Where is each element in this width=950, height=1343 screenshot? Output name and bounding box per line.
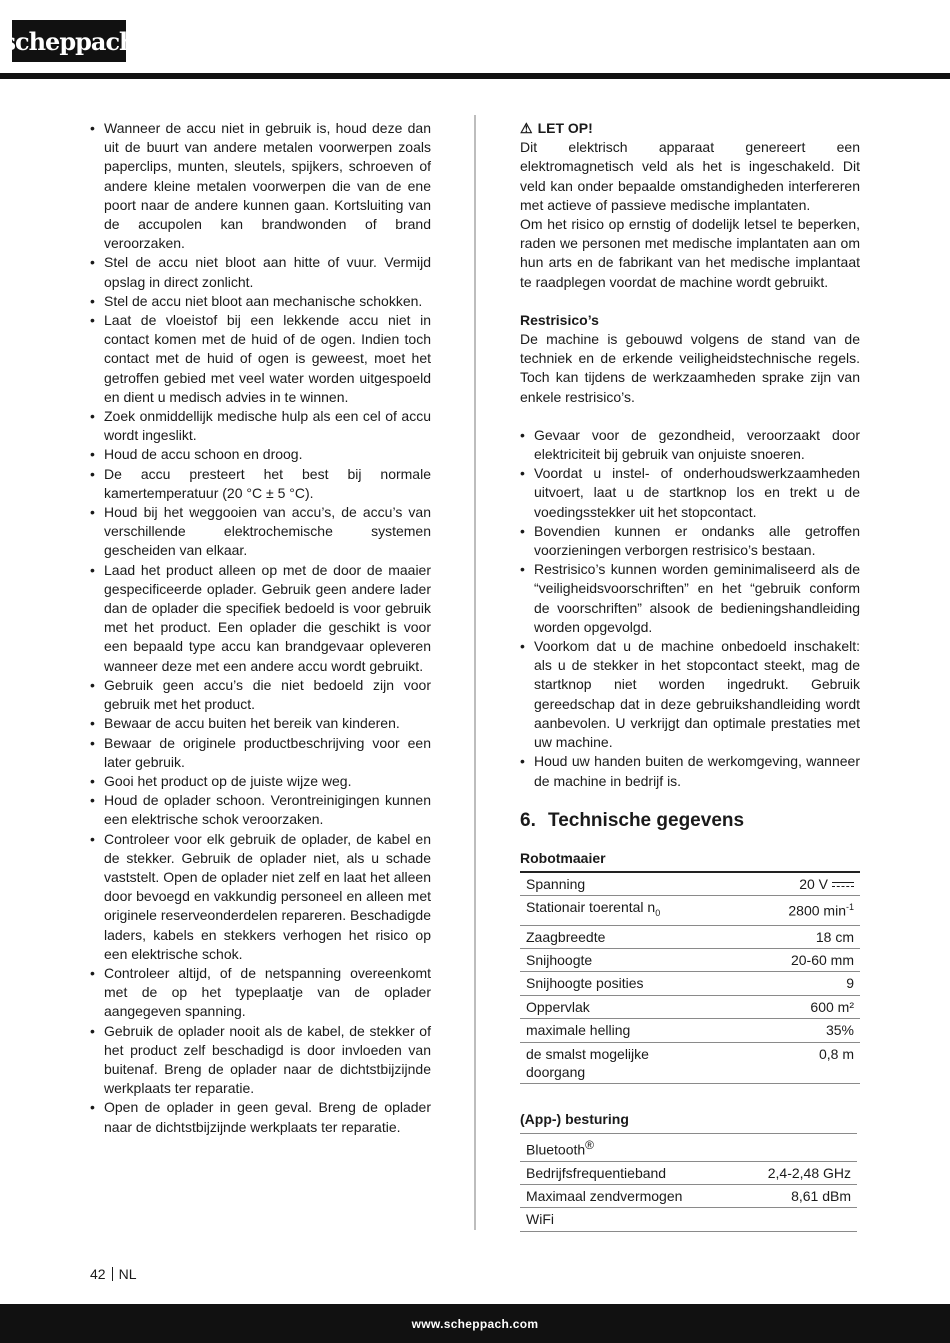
- table-row: [520, 1042, 860, 1084]
- safety-bullet-list: [90, 119, 431, 1137]
- spec-value: 2800 $\min^{-1}$: [788, 902, 854, 919]
- right-column: [520, 119, 860, 1232]
- spec-label: Snijhoogte posities: [526, 975, 644, 992]
- robot-table-title: Robotmaaier: [520, 849, 606, 866]
- residual-risks-heading: Restrisico’s: [520, 311, 599, 328]
- spec-label: Oppervlak: [526, 998, 590, 1015]
- residual-risks-list: [520, 426, 860, 791]
- list-item: • Zoek onmiddellijk medische hulp als een cel of accu wordt ingeslikt.: [90, 407, 431, 445]
- warning-triangle-icon: ⚠: [520, 120, 533, 137]
- spec-label: Bedrijfsfrequentieband: [526, 1164, 667, 1181]
- section-number: 6.: [520, 809, 536, 831]
- list-item: • Open de oplader in geen geval. Breng de oplader naar de dichtstbijzijnde werkplaats ter reparatie.: [90, 1098, 431, 1136]
- list-item: • Bewaar de originele productbeschrijving voor een later gebruik.: [90, 734, 431, 772]
- table-row: [520, 948, 860, 971]
- list-item: • Houd bij het weggooien van accu’s, de accu’s van verschillende elektrochemische systemen gescheiden van elkaar.: [90, 503, 431, 561]
- footer-url[interactable]: www.scheppach.com: [411, 1316, 539, 1331]
- list-item: • Controleer altijd, of de netspanning overeenkomt met de op het typeplaatje van de oplader aangegeven spanning.: [90, 964, 431, 1022]
- list-item: • Voordat u instel- of onderhoudswerkzaamheden uitvoert, laat u de startknop los en trekt u de voedingsstekker uit het stopcontact.: [520, 464, 860, 522]
- table-row: [520, 1019, 860, 1042]
- table-row: [520, 872, 860, 896]
- table-row: [520, 1161, 857, 1184]
- header-rule: [0, 73, 950, 79]
- spec-value: 9: [846, 975, 854, 992]
- warning-heading: [520, 119, 860, 138]
- spec-label: Snijhoogte: [526, 951, 593, 968]
- spec-value: 2,4-2,48 GHz: [767, 1164, 851, 1181]
- spec-value: 18 cm: [815, 928, 854, 945]
- warning-paragraph: Dit elektrisch apparaat genereert een elektromagnetisch veld als het is ingeschakeld. Dit veld kan onder bepaalde omstandigheden interfereren met actieve of passieve medische implantaten.: [520, 139, 860, 213]
- section-title: Technische gegevens: [548, 809, 745, 831]
- list-item: • Wanneer de accu niet in gebruik is, houd deze dan uit de buurt van andere metalen voorwerpen zoals paperclips, munten, sleutels, spijkers, schroeven of andere kleine metalen voorwerpen die van de ene poort naar de andere kunnen gaan. Kortsluiting van de accupolen kan brandwonden of brand veroorzaken.: [90, 119, 431, 253]
- spec-value: 600 m²: [810, 998, 854, 1015]
- spec-value: [735, 1133, 857, 1161]
- table-row: [520, 925, 860, 948]
- list-item: • Gooi het product op de juiste wijze weg.: [90, 772, 431, 791]
- left-column: [90, 119, 431, 1137]
- app-spec-table: [520, 1133, 857, 1232]
- spec-label: maximale helling: [526, 1022, 631, 1039]
- robot-spec-table: [520, 871, 860, 1084]
- list-item: • Houd de oplader schoon. Verontreinigingen kunnen een elektrische schok veroorzaken.: [90, 791, 431, 829]
- list-item: • Controleer voor elk gebruik de oplader, de kabel en de stekker. Gebruik de oplader niet, als u schade vaststelt. Open de oplader niet zelf en laat het alleen door bevoegd en vakkundig personeel en alleen met originele reserveonderdelen repareren. Beschadigde laders, kabels en stekkers verhogen het risico op een elektrische schok.: [90, 830, 431, 964]
- table-row: [520, 972, 860, 995]
- spec-label: WiFi: [526, 1211, 554, 1228]
- table-row: [520, 995, 860, 1018]
- table-row: [520, 1208, 857, 1231]
- spec-label: Bluetooth®: [526, 1137, 595, 1158]
- list-item: • De accu presteert het best bij normale kamertemperatuur (20 °C ± 5 °C).: [90, 465, 431, 503]
- list-item: • Bewaar de accu buiten het bereik van kinderen.: [90, 714, 431, 733]
- warning-paragraph: Om het risico op ernstig of dodelijk letsel te beperken, raden we personen met medische implantaten aan om hun arts en de fabrikant van het medische implantaat te raadplegen voordat de machine wordt gebruikt.: [520, 216, 860, 290]
- spec-label: de smalst mogelijke doorgang: [526, 1045, 649, 1080]
- table-row: [520, 1133, 857, 1161]
- list-item: • Stel de accu niet bloot aan mechanische schokken.: [90, 292, 431, 311]
- list-item: • Laad het product alleen op met de door de maaier gespecificeerde oplader. Gebruik geen andere lader dan de oplader die specifiek bedoeld is voor gebruik met het product. Een oplader die geschikt is voor een bepaald type accu kan brandgevaar opleveren wanneer deze met een andere accu wordt gebruikt.: [90, 561, 431, 676]
- direct-current-icon: [832, 881, 854, 889]
- spec-value: 35%: [825, 1022, 854, 1039]
- spec-label: Stationair toerental $n_0$: [526, 899, 661, 919]
- residual-risks-intro: De machine is gebouwd volgens de stand van de techniek en de erkende veiligheidstechnische regels. Toch kan tijdens de werkzaamheden sprake zijn van enkele restrisico’s.: [520, 331, 860, 405]
- spec-value: [735, 1208, 857, 1231]
- spec-value: 8,61 dBm: [791, 1188, 851, 1205]
- section-heading: [520, 809, 860, 833]
- footer-bar: [0, 1304, 950, 1343]
- page-number: 42 NL: [90, 1266, 137, 1282]
- list-item: • Houd uw handen buiten de werkomgeving, wanneer de machine in bedrijf is.: [520, 752, 860, 790]
- spec-label: Zaagbreedte: [526, 928, 606, 945]
- warning-title: LET OP!: [537, 120, 593, 136]
- table-row: [520, 896, 860, 925]
- table-row: [520, 1185, 857, 1208]
- list-item: • Bovendien kunnen er ondanks alle getroffen voorzieningen verborgen restrisico’s bestaan.: [520, 522, 860, 560]
- spec-value: 20-60 mm: [790, 951, 854, 968]
- app-table-title: (App-) besturing: [520, 1111, 629, 1128]
- scheppach-logo: scheppach: [12, 20, 126, 62]
- spec-label: Maximaal zendvermogen: [526, 1188, 683, 1205]
- list-item: • Gevaar voor de gezondheid, veroorzaakt door elektriciteit bij gebruik van onjuiste snoeren.: [520, 426, 860, 464]
- list-item: • Restrisico’s kunnen worden geminimaliseerd als de “veiligheidsvoorschriften” en het “gebruik conform de voorschriften” alsook de bedieningshandleiding worden opgevolgd.: [520, 560, 860, 637]
- list-item: • Gebruik geen accu’s die niet bedoeld zijn voor gebruik met het product.: [90, 676, 431, 714]
- spec-value: 20 V: [670, 872, 860, 896]
- list-item: • Gebruik de oplader nooit als de kabel, de stekker of het product zelf beschadigd is door invloeden van buitenaf. Breng de oplader naar de dichtstbijzijnde werkplaats ter reparatie.: [90, 1022, 431, 1099]
- spec-label: Spanning: [526, 875, 586, 892]
- list-item: • Stel de accu niet bloot aan hitte of vuur. Vermijd opslag in direct zonlicht.: [90, 253, 431, 291]
- spec-value: 0,8 m: [818, 1045, 854, 1062]
- list-item: • Voorkom dat u de machine onbedoeld inschakelt: als u de stekker in het stopcontact steekt, mag de startknop niet worden ingedrukt. Gebruik gereedschap dat in deze gebruikshandleiding wordt aanbevolen. U verkrijgt dan optimale prestaties met uw machine.: [520, 637, 860, 752]
- column-divider: [474, 115, 476, 1230]
- list-item: • Houd de accu schoon en droog.: [90, 445, 431, 464]
- list-item: • Laat de vloeistof bij een lekkende accu niet in contact komen met de huid of de ogen. Indien toch contact met de huid of ogen is geweest, moet het getroffen gebied met veel water worden uitgespoeld en dient u medisch advies in te winnen.: [90, 311, 431, 407]
